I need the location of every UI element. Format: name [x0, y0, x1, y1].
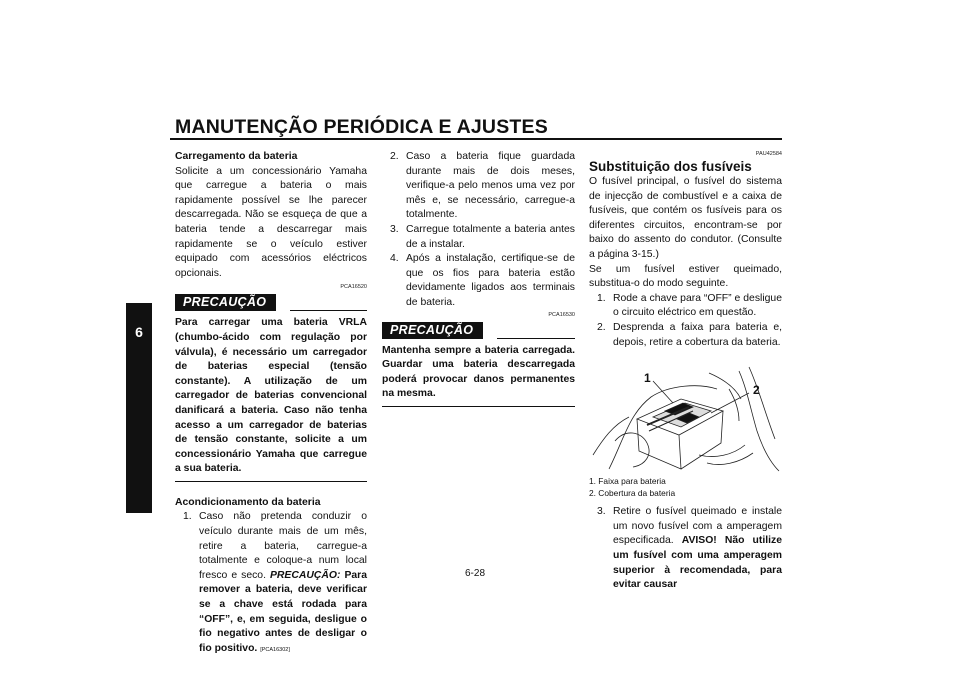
- intro-text: O fusível principal, o fusível do sistema de injecção de combustível e a caixa de fusíveis, que contém os fusíveis para os diferentes circuitos, encontram-se por baixo do assento do condutor. (Consulte a página 3-15.): [589, 176, 782, 260]
- list-item: [175, 510, 367, 657]
- list-number: 2.: [597, 321, 606, 333]
- caution-badge: PRECAUÇÃO: [175, 294, 276, 311]
- list-item-body: [199, 510, 367, 657]
- chapter-tab-number: 6: [135, 324, 143, 340]
- list-item: [382, 252, 575, 310]
- caution-line: [290, 310, 367, 311]
- list-text: Caso não pretenda conduzir o veículo durante mais de um mês, retire a bateria, carregue-a totalmente e coloque-a num local fresco e seco.: [199, 511, 367, 581]
- list-item: [589, 505, 782, 593]
- section-ref: PAU42584: [755, 151, 782, 157]
- inline-caution-label: PRECAUÇÃO:: [270, 569, 341, 581]
- list-item: [382, 223, 575, 252]
- callout-2: 2: [753, 383, 760, 398]
- caution-end-rule: [175, 481, 367, 482]
- list-number: 1.: [183, 511, 192, 523]
- figure-caption-1: 1. Faixa para bateria: [589, 476, 666, 487]
- inline-caution-text: Para remover a bateria, deve verificar se a chave está rodada para “OFF”, e, em seguida, desligue o fio negativo antes de desligar o fio positivo.: [199, 569, 368, 654]
- list-item: [382, 150, 575, 223]
- figure-caption-2: 2. Cobertura da bateria: [589, 487, 676, 498]
- battery-illustration: [589, 359, 782, 475]
- caution-header: [175, 294, 367, 311]
- list-item: [589, 321, 782, 350]
- list-text: Retire o fusível queimado e instale um novo fusível com a amperagem especificada.: [613, 506, 782, 547]
- list-number: 1.: [597, 292, 606, 304]
- list-number: 3.: [390, 223, 399, 235]
- inline-ref: [PCA16302]: [260, 646, 290, 653]
- warning-text: AVISO! Não utilize um fusível com uma amperagem superior à recomendada, para evitar causar: [613, 535, 783, 591]
- caution-end-rule: [382, 406, 575, 407]
- list-number: 4.: [390, 253, 399, 265]
- list-text: Carregue totalmente a bateria antes de a instalar.: [406, 223, 575, 250]
- list-number: 2.: [390, 151, 399, 162]
- list-text: Caso a bateria fique guardada durante mais de dois meses, verifique-a pelo menos uma vez por mês e, se necessário, carregue-a totalmente.: [406, 151, 575, 221]
- column-3: [589, 150, 782, 593]
- caution-text: Para carregar uma bateria VRLA (chumbo-ácido com regulação por válvula), é necessário um carregador de baterias especial (tensão constante). A utilização de um carregador de baterias convencional danificará a bateria. Caso não tenha acesso a um carregador de baterias de tensão constante, solicite a um concessionário Yamaha que carregue a sua bateria.: [175, 317, 367, 475]
- column-2: [382, 150, 575, 407]
- storage-heading: Acondicionamento da bateria: [175, 496, 321, 508]
- charging-text: Solicite a um concessionário Yamaha que carregue a bateria o mais rapidamente possível se lhe parecer descarregada. Não se esqueça de que a bateria tende a descarregar mais rapidamente se o veículo estiver equipado com acessórios eléctricos opcionais.: [175, 165, 367, 279]
- page-number: 6-28: [464, 568, 485, 579]
- caution-text: Mantenha sempre a bateria carregada. Guardar uma bateria descarregada poderá provocar danos permanentes na mesma.: [382, 344, 575, 400]
- list-text: Rode a chave para “OFF” e desligue o circuito eléctrico em questão.: [613, 292, 782, 319]
- battery-figure: [589, 359, 782, 475]
- title-rule: [170, 138, 782, 140]
- callout-1: 1: [644, 371, 651, 386]
- caution-badge: PRECAUÇÃO: [382, 322, 483, 339]
- list-item: [589, 292, 782, 321]
- list-item-body: [613, 505, 782, 593]
- caution-header: [382, 322, 575, 339]
- column-1: [175, 150, 367, 657]
- page-title: MANUTENÇÃO PERIÓDICA E AJUSTES: [175, 116, 548, 138]
- charging-heading: Carregamento da bateria: [175, 151, 298, 162]
- list-number: 3.: [597, 506, 606, 518]
- caution-line: [497, 338, 575, 339]
- caution-ref: PCA16530: [548, 311, 575, 318]
- list-text: Após a instalação, certifique-se de que os fios para bateria estão devidamente ligados aos terminais de bateria.: [406, 253, 575, 308]
- list-text: Desprenda a faixa para bateria e, depois, retire a cobertura da bateria.: [613, 321, 782, 348]
- caution-ref: PCA16520: [340, 284, 367, 291]
- section-title: Substituição dos fusíveis: [589, 159, 752, 174]
- intro-text-2: Se um fusível estiver queimado, substitua-o do modo seguinte.: [589, 263, 782, 290]
